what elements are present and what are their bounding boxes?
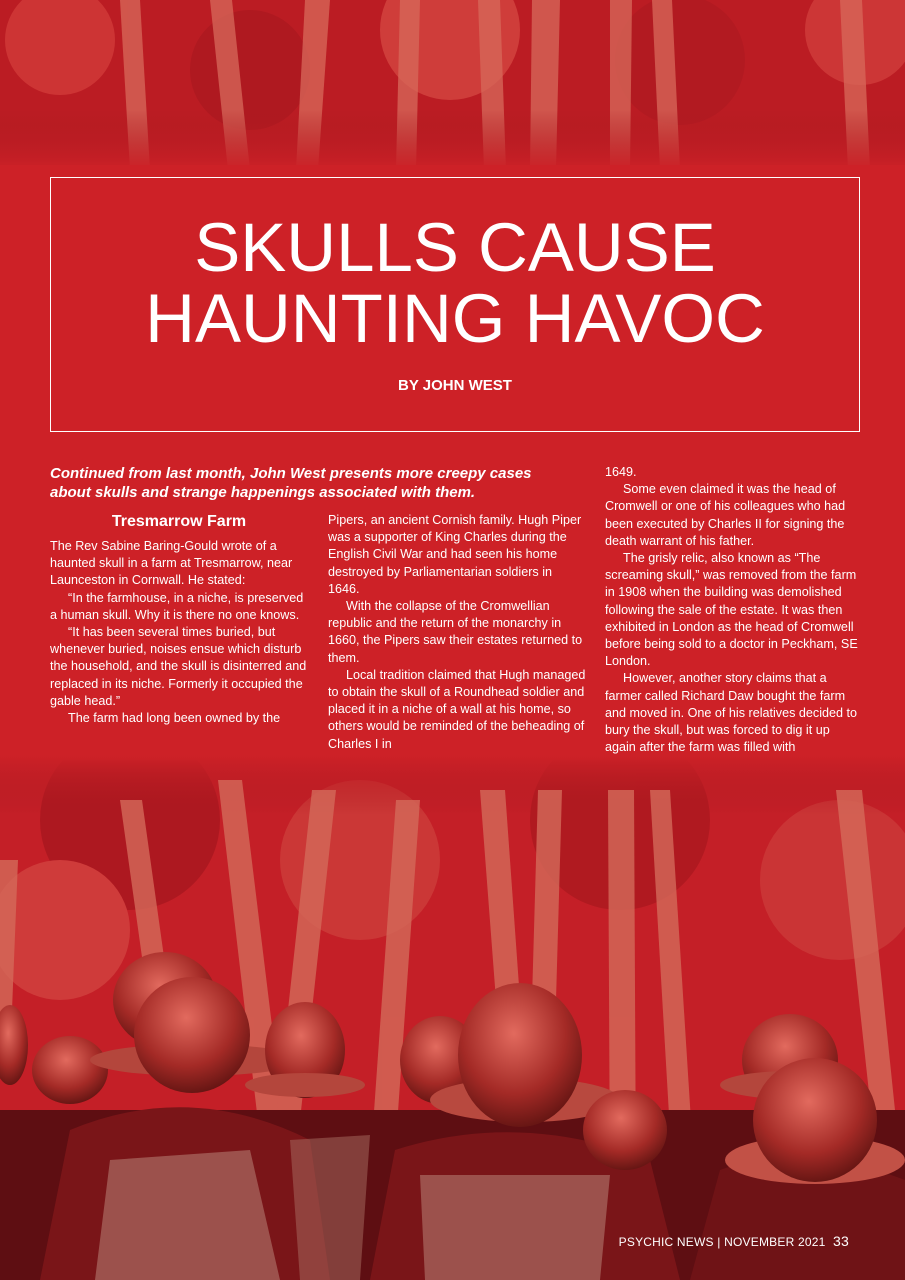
paragraph: “It has been several times buried, but whenever buried, noises ensue which disturb the household, and the skull is disinterred and replaced in its niche. Formerly it occupied the gable head.” (50, 625, 307, 708)
byline: BY JOHN WEST (398, 377, 512, 394)
article-column-1 (50, 512, 308, 727)
paragraph: With the collapse of the Cromwellian republic and the return of the monarchy in 1660, the Pipers saw their estates returned to them. (328, 599, 583, 665)
issue-date: NOVEMBER 2021 (724, 1235, 826, 1249)
article-column-3 (605, 464, 863, 756)
paragraph: The farm had long been owned by the (68, 711, 281, 726)
paragraph: 1649. (605, 465, 637, 479)
headline-line-2: HAUNTING HAVOC (145, 280, 765, 357)
paragraph: Some even claimed it was the head of Cromwell or one of his colleagues who had been executed by Charles II for signing the death warrant of his father. (605, 482, 846, 548)
standfirst: Continued from last month, John West presents more creepy cases about skulls and strange happenings associated with them. (50, 465, 532, 501)
paragraph: Pipers, an ancient Cornish family. Hugh Piper was a supporter of King Charles during the English Civil War and had seen his home destroyed by Parliamentarian soldiers in 1646. (328, 513, 582, 596)
page-number: 33 (833, 1233, 849, 1249)
page-footer (619, 1233, 849, 1249)
headline (51, 209, 859, 357)
paragraph: However, another story claims that a farmer called Richard Daw bought the farm and moved in. One of his relatives decided to bury the skull, but was forced to dig it up again after the farm was filled with (605, 671, 858, 755)
paragraph: The Rev Sabine Baring-Gould wrote of a haunted skull in a farm at Tresmarrow, near Launceston in Cornwall. He stated: (50, 539, 293, 588)
title-panel (50, 177, 860, 432)
section-heading: Tresmarrow Farm (111, 513, 247, 530)
paragraph: “In the farmhouse, in a niche, is preserved a human skull. Why it is there no one knows. (50, 590, 304, 622)
publication-name: PSYCHIC NEWS (618, 1235, 714, 1249)
article-column-2 (328, 512, 586, 753)
headline-line-1: SKULLS CAUSE (194, 209, 716, 286)
paragraph: The grisly relic, also known as “The screaming skull,” was removed from the farm in 1908 when the building was demolished following the sale of the estate. It was then exhibited in London as the head of Cromwell before being sold to a doctor in Peckham, SE London. (605, 551, 858, 669)
paragraph: Local tradition claimed that Hugh managed to obtain the skull of a Roundhead soldier and placed it in a niche of a wall at his home, so others would be reminded of the beheading of Charles I in (328, 667, 586, 751)
footer-separator: | (717, 1235, 721, 1249)
